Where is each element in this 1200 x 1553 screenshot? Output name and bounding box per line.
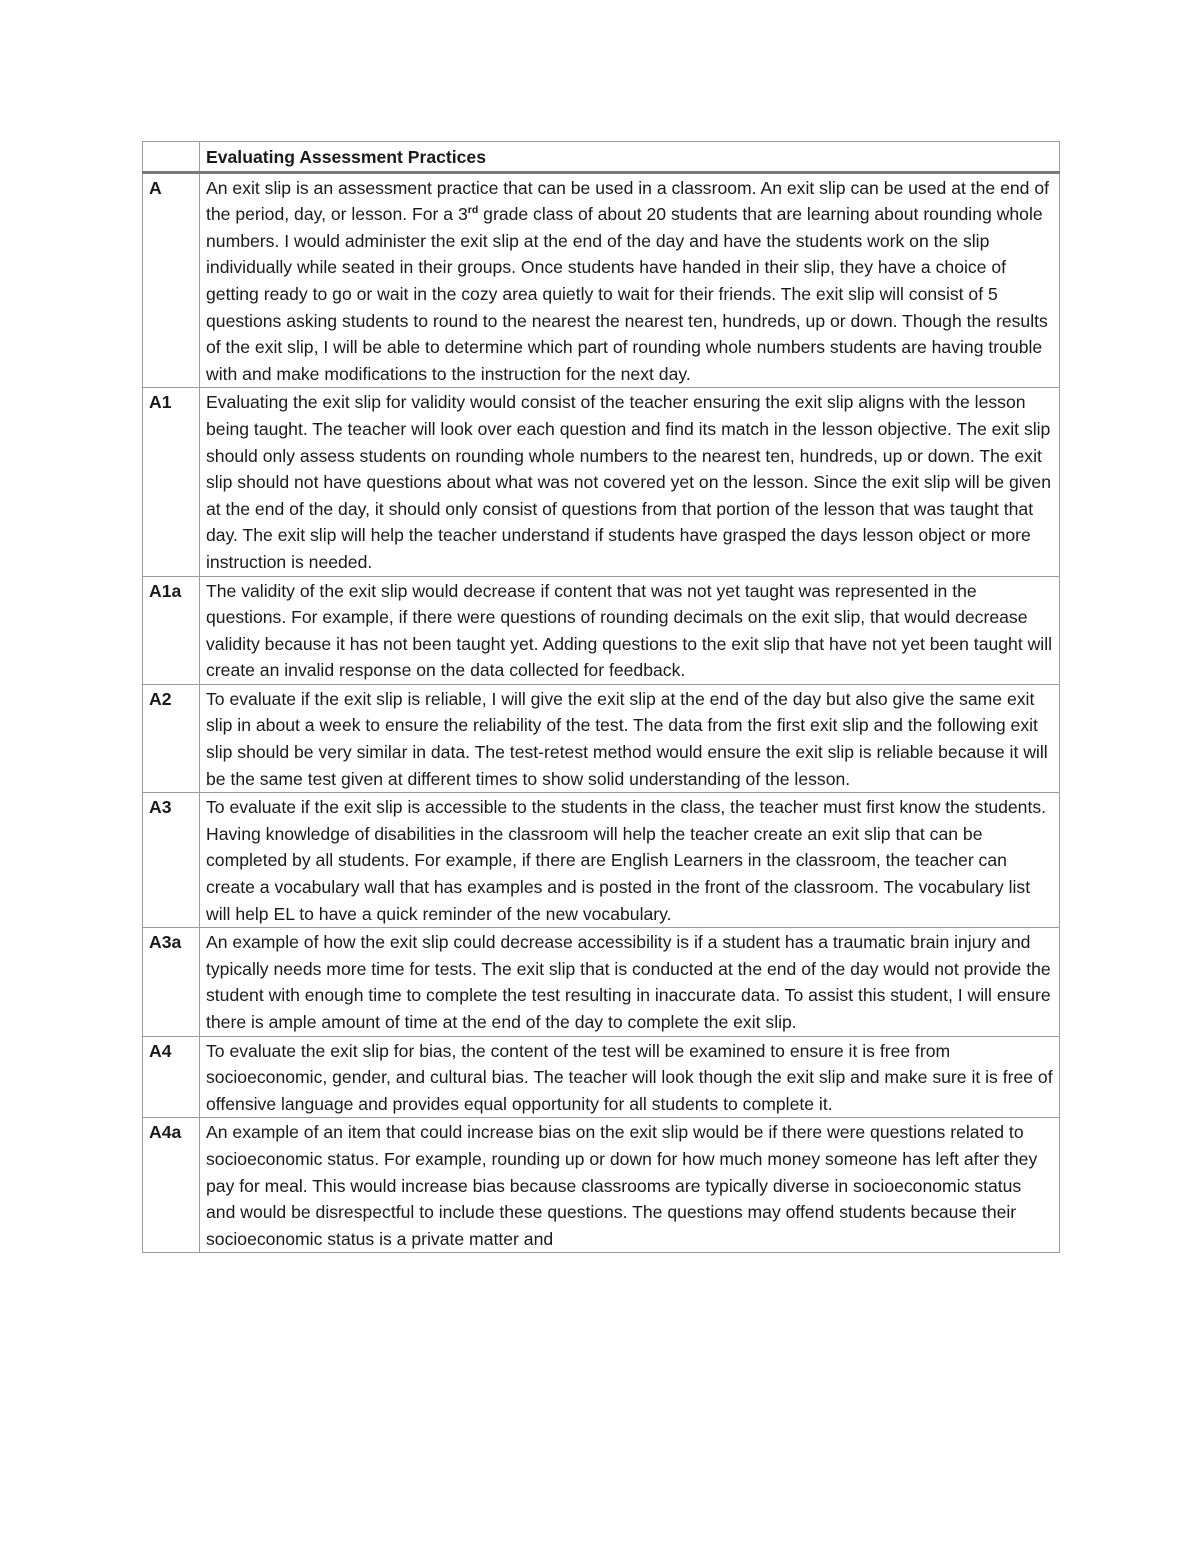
row-text-a4a: An example of an item that could increase bias on the exit slip would be if there were questions related to socioeconomic status. For example, rounding up or down for how much money someone has left after they pay for meal. This would increase bias because classrooms are typically diverse in socioeconomic status and would be disrespectful to include these questions. The questions may offend students because their socioeconomic status is a private matter and [200, 1118, 1060, 1253]
row-text-a1: Evaluating the exit slip for validity would consist of the teacher ensuring the exit slip aligns with the lesson being taught. The teacher will look over each question and find its match in the lesson objective. The exit slip should only assess students on rounding whole numbers to the nearest ten, hundreds, up or down. The exit slip should not have questions about what was not covered yet on the lesson. Since the exit slip will be given at the end of the day, it should only consist of questions from that portion of the lesson that was taught that day. The exit slip will help the teacher understand if students have grasped the days lesson object or more instruction is needed. [200, 388, 1060, 576]
row-text-a4: To evaluate the exit slip for bias, the content of the test will be examined to ensure it is free from socioeconomic, gender, and cultural bias. The teacher will look though the exit slip and make sure it is free of offensive language and provides equal opportunity for all students to complete it. [200, 1036, 1060, 1118]
assessment-table [142, 141, 1060, 1253]
row-label-a1a: A1a [143, 576, 200, 684]
row-label-a2: A2 [143, 684, 200, 792]
row-label-a1: A1 [143, 388, 200, 576]
row-text-a2: To evaluate if the exit slip is reliable, I will give the exit slip at the end of the day but also give the same exit slip in about a week to ensure the reliability of the test. The data from the first exit slip and the following exit slip should be very similar in data. The test-retest method would ensure the exit slip is reliable because it will be the same test given at different times to show solid understanding of the lesson. [200, 684, 1060, 792]
table-row-a3a [143, 928, 1060, 1036]
table-row-a4 [143, 1036, 1060, 1118]
table-row-a [143, 172, 1060, 388]
table-row-a1 [143, 388, 1060, 576]
row-text-a3a: An example of how the exit slip could decrease accessibility is if a student has a traumatic brain injury and typically needs more time for tests. The exit slip that is conducted at the end of the day would not provide the student with enough time to complete the test resulting in inaccurate data. To assist this student, I will ensure there is ample amount of time at the end of the day to complete the exit slip. [200, 928, 1060, 1036]
row-label-a4: A4 [143, 1036, 200, 1118]
row-text-a1a: The validity of the exit slip would decrease if content that was not yet taught was represented in the questions. For example, if there were questions of rounding decimals on the exit slip, that would decrease validity because it has not been taught yet. Adding questions to the exit slip that have not yet been taught will create an invalid response on the data collected for feedback. [200, 576, 1060, 684]
row-label-a4a: A4a [143, 1118, 200, 1253]
row-label-a3a: A3a [143, 928, 200, 1036]
row-text-a-part2: grade class of about 20 students that are learning about rounding whole numbers. I would administer the exit slip at the end of the day and have the students work on the slip individually while seated in their groups. Once students have handed in their slip, they have a choice of getting ready to go or wait in the cozy area quietly to wait for their friends. The exit slip will consist of 5 questions asking students to round to the nearest the nearest ten, hundreds, up or down. Though the results of the exit slip, I will be able to determine which part of rounding whole numbers students are having trouble with and make modifications to the instruction for the next day. [206, 204, 1048, 384]
row-text-a3: To evaluate if the exit slip is accessible to the students in the class, the teacher must first know the students. Having knowledge of disabilities in the classroom will help the teacher create an exit slip that can be completed by all students. For example, if there are English Learners in the classroom, the teacher can create a vocabulary wall that has examples and is posted in the front of the classroom. The vocabulary list will help EL to have a quick reminder of the new vocabulary. [200, 793, 1060, 928]
table-row-a4a [143, 1118, 1060, 1253]
row-text-a-part1: An exit slip is an assessment practice that can be used in a classroom. An exit slip can be used at the end of the period, day, or lesson. For a 3 [206, 177, 1050, 225]
table-header-row [143, 142, 1060, 173]
row-label-a: A [143, 172, 200, 388]
table-row-a2 [143, 684, 1060, 792]
header-label-cell [143, 142, 200, 173]
ordinal-suffix: rd [467, 204, 479, 217]
table-row-a3 [143, 793, 1060, 928]
row-label-a3: A3 [143, 793, 200, 928]
table-title: Evaluating Assessment Practices [200, 142, 1060, 173]
table-row-a1a [143, 576, 1060, 684]
row-text-a [200, 172, 1060, 388]
